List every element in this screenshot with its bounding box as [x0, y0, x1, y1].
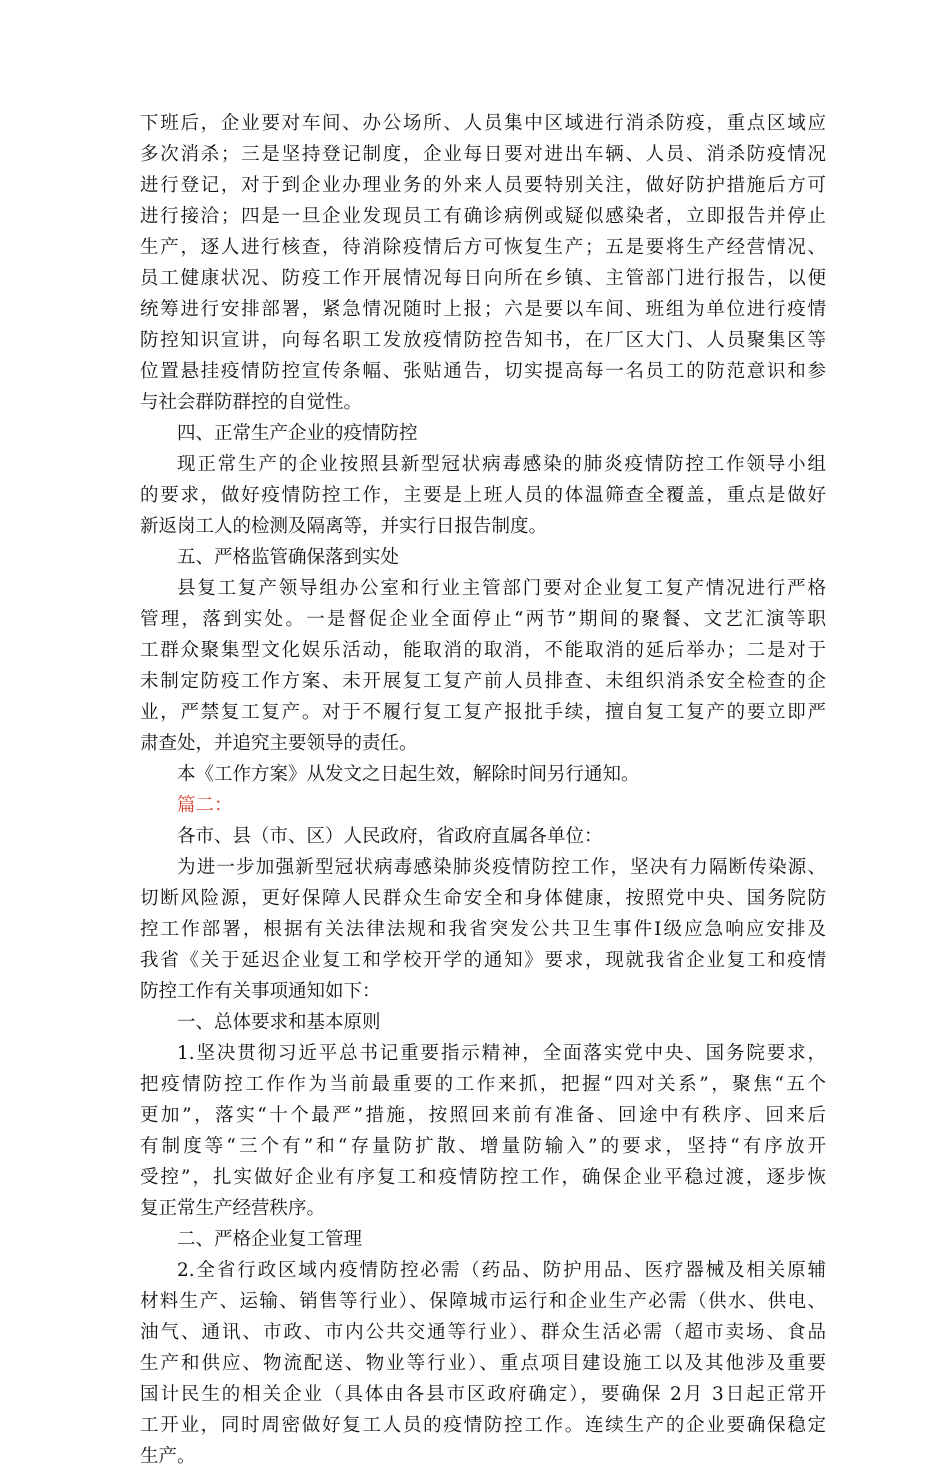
text-line: 五、严格监管确保落到实处: [177, 547, 400, 568]
text-line: 为进一步加强新型冠状病毒感染肺炎疫情防控工作，坚决有力隔断传染源、: [177, 857, 826, 878]
text-line: 与社会群防群控的自觉性。: [140, 392, 363, 413]
section-heading-accent: 篇二：: [177, 795, 233, 816]
text-line: 受控”，扎实做好企业有序复工和疫情防控工作，确保企业平稳过渡，逐步恢: [140, 1167, 826, 1188]
text-line: 油气、通讯、市政、市内公共交通等行业）、群众生活必需（超市卖场、食品: [140, 1322, 826, 1343]
text-line: 业，严禁复工复产。对于不履行复工复产报批手续，擅自复工复产的要立即严: [140, 702, 826, 723]
text-line: 新返岗工人的检测及隔离等，并实行日报告制度。: [140, 516, 548, 537]
text-line: 生产，逐人进行核查，待消除疫情后方可恢复生产；五是要将生产经营情况、: [140, 237, 826, 258]
text-line: 一、总体要求和基本原则: [177, 1012, 381, 1033]
text-line: 的要求，做好疫情防控工作，主要是上班人员的体温筛查全覆盖，重点是做好: [140, 485, 826, 506]
text-line: 国计民生的相关企业（具体由各县市区政府确定），要确保 2月 3日起正常开: [140, 1384, 826, 1405]
text-line: 2.全省行政区域内疫情防控必需（药品、防护用品、医疗器械及相关原辅: [177, 1260, 826, 1281]
text-line: 县复工复产领导组办公室和行业主管部门要对企业复工复产情况进行严格: [177, 578, 826, 599]
text-line: 管理，落到实处。一是督促企业全面停止“两节”期间的聚餐、文艺汇演等职: [140, 609, 826, 630]
text-line: 四、正常生产企业的疫情防控: [177, 423, 418, 444]
text-line: 多次消杀；三是坚持登记制度，企业每日要对进出车辆、人员、消杀防疫情况: [140, 144, 826, 165]
text-line: 进行登记，对于到企业办理业务的外来人员要特别关注，做好防护措施后方可: [140, 175, 826, 196]
text-line: 员工健康状况、防疫工作开展情况每日向所在乡镇、主管部门进行报告，以便: [140, 268, 826, 289]
document-body: [140, 108, 826, 1472]
text-line: 有制度等“三个有”和“存量防扩散、增量防输入”的要求，坚持“有序放开: [140, 1136, 826, 1157]
text-line: 防控知识宣讲，向每名职工发放疫情防控告知书，在厂区大门、人员聚集区等: [140, 330, 826, 351]
text-line: 我省《关于延迟企业复工和学校开学的通知》要求，现就我省企业复工和疫情: [140, 950, 826, 971]
text-line: 本《工作方案》从发文之日起生效，解除时间另行通知。: [177, 764, 640, 785]
text-line: 各市、县（市、区）人民政府，省政府直属各单位：: [177, 826, 603, 847]
text-line: 更加”，落实“十个最严”措施，按照回来前有准备、回途中有秩序、回来后: [140, 1105, 826, 1126]
text-line: 二、严格企业复工管理: [177, 1229, 363, 1250]
text-line: 下班后，企业要对车间、办公场所、人员集中区域进行消杀防疫，重点区域应: [140, 113, 826, 134]
text-line: 生产。: [140, 1446, 196, 1467]
text-line: 进行接洽；四是一旦企业发现员工有确诊病例或疑似感染者，立即报告并停止: [140, 206, 826, 227]
text-line: 未制定防疫工作方案、未开展复工复产前人员排查、未组织消杀安全检查的企: [140, 671, 826, 692]
text-line: 统筹进行安排部署，紧急情况随时上报；六是要以车间、班组为单位进行疫情: [140, 299, 826, 320]
text-line: 控工作部署，根据有关法律法规和我省突发公共卫生事件Ⅰ级应急响应安排及: [140, 919, 826, 940]
text-line: 复正常生产经营秩序。: [140, 1198, 326, 1219]
text-line: 防控工作有关事项通知如下：: [140, 981, 381, 1002]
text-line: 1.坚决贯彻习近平总书记重要指示精神，全面落实党中央、国务院要求，: [177, 1043, 826, 1064]
text-line: 把疫情防控工作作为当前最重要的工作来抓，把握“四对关系”，聚焦“五个: [140, 1074, 826, 1095]
text-line: 肃查处，并追究主要领导的责任。: [140, 733, 418, 754]
text-line: 工群众聚集型文化娱乐活动，能取消的取消，不能取消的延后举办；二是对于: [140, 640, 826, 661]
text-line: 生产和供应、物流配送、物业等行业）、重点项目建设施工以及其他涉及重要: [140, 1353, 826, 1374]
text-line: 材料生产、运输、销售等行业）、保障城市运行和企业生产必需（供水、供电、: [140, 1291, 826, 1312]
text-line: 工开业，同时周密做好复工人员的疫情防控工作。连续生产的企业要确保稳定: [140, 1415, 826, 1436]
text-line: 位置悬挂疫情防控宣传条幅、张贴通告，切实提高每一名员工的防范意识和参: [140, 361, 826, 382]
text-line: 现正常生产的企业按照县新型冠状病毒感染的肺炎疫情防控工作领导小组: [177, 454, 826, 475]
text-line: 切断风险源，更好保障人民群众生命安全和身体健康，按照党中央、国务院防: [140, 888, 826, 909]
